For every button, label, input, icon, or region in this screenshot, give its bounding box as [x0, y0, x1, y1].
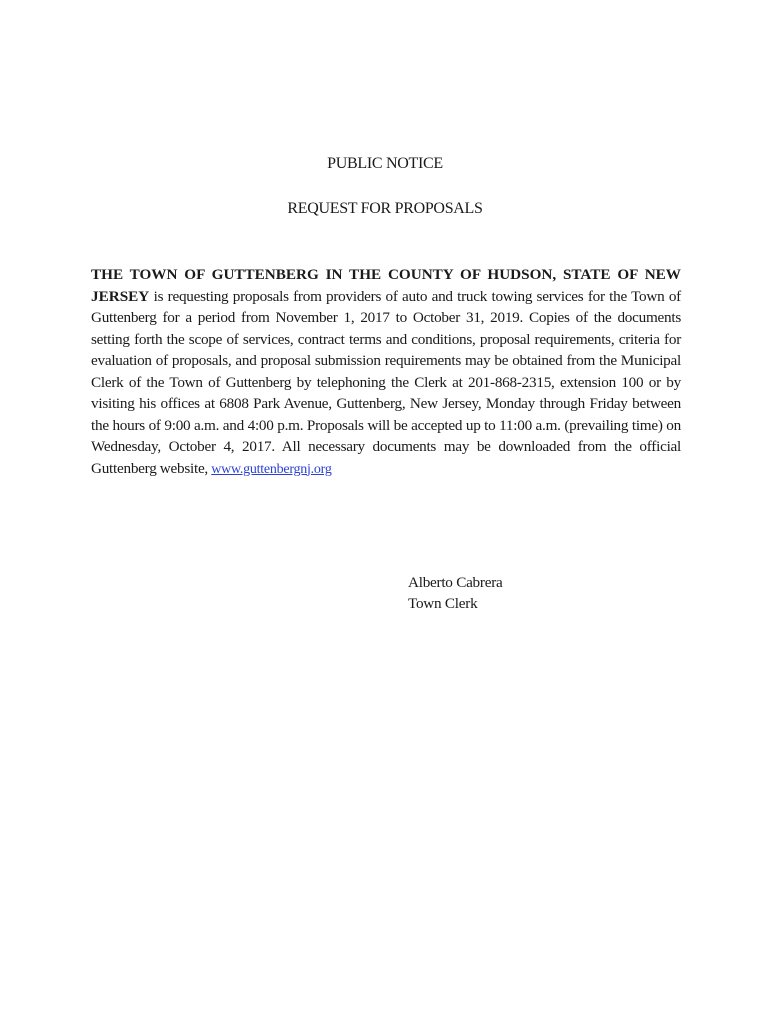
signature-name: Alberto Cabrera — [408, 574, 503, 591]
signature-block — [408, 572, 503, 614]
request-for-proposals-title: REQUEST FOR PROPOSALS — [287, 200, 483, 217]
guttenberg-website-link[interactable]: www.guttenbergnj.org — [211, 461, 332, 477]
notice-body — [91, 264, 681, 480]
notice-title: PUBLIC NOTICE — [327, 155, 443, 172]
signature-role: Town Clerk — [408, 595, 478, 612]
notice-body-text: is requesting proposals from providers of auto and truck towing services for the Town of Guttenberg for a period from November 1, 2017 to October 31, 2019. Copies of the documents setting forth the scope of services, contract terms and conditions, proposal requirements, criteria for evaluation of proposals, and proposal submission requirements may be obtained from the Municipal Clerk of the Town of Guttenberg by telephoning the Clerk at 201-868-2315, extension 100 or by visiting his offices at 6808 Park Avenue, Guttenberg, New Jersey, Monday through Friday between the hours of 9:00 a.m. and 4:00 p.m. Proposals will be accepted up to 11:00 a.m. (prevailing time) on Wednesday, October 4, 2017. All necessary documents may be downloaded from the official Guttenberg website, — [91, 287, 681, 477]
notice-lead-text: THE TOWN OF GUTTENBERG IN THE COUNTY OF HUDSON, STATE OF NEW JERSEY — [91, 266, 681, 305]
